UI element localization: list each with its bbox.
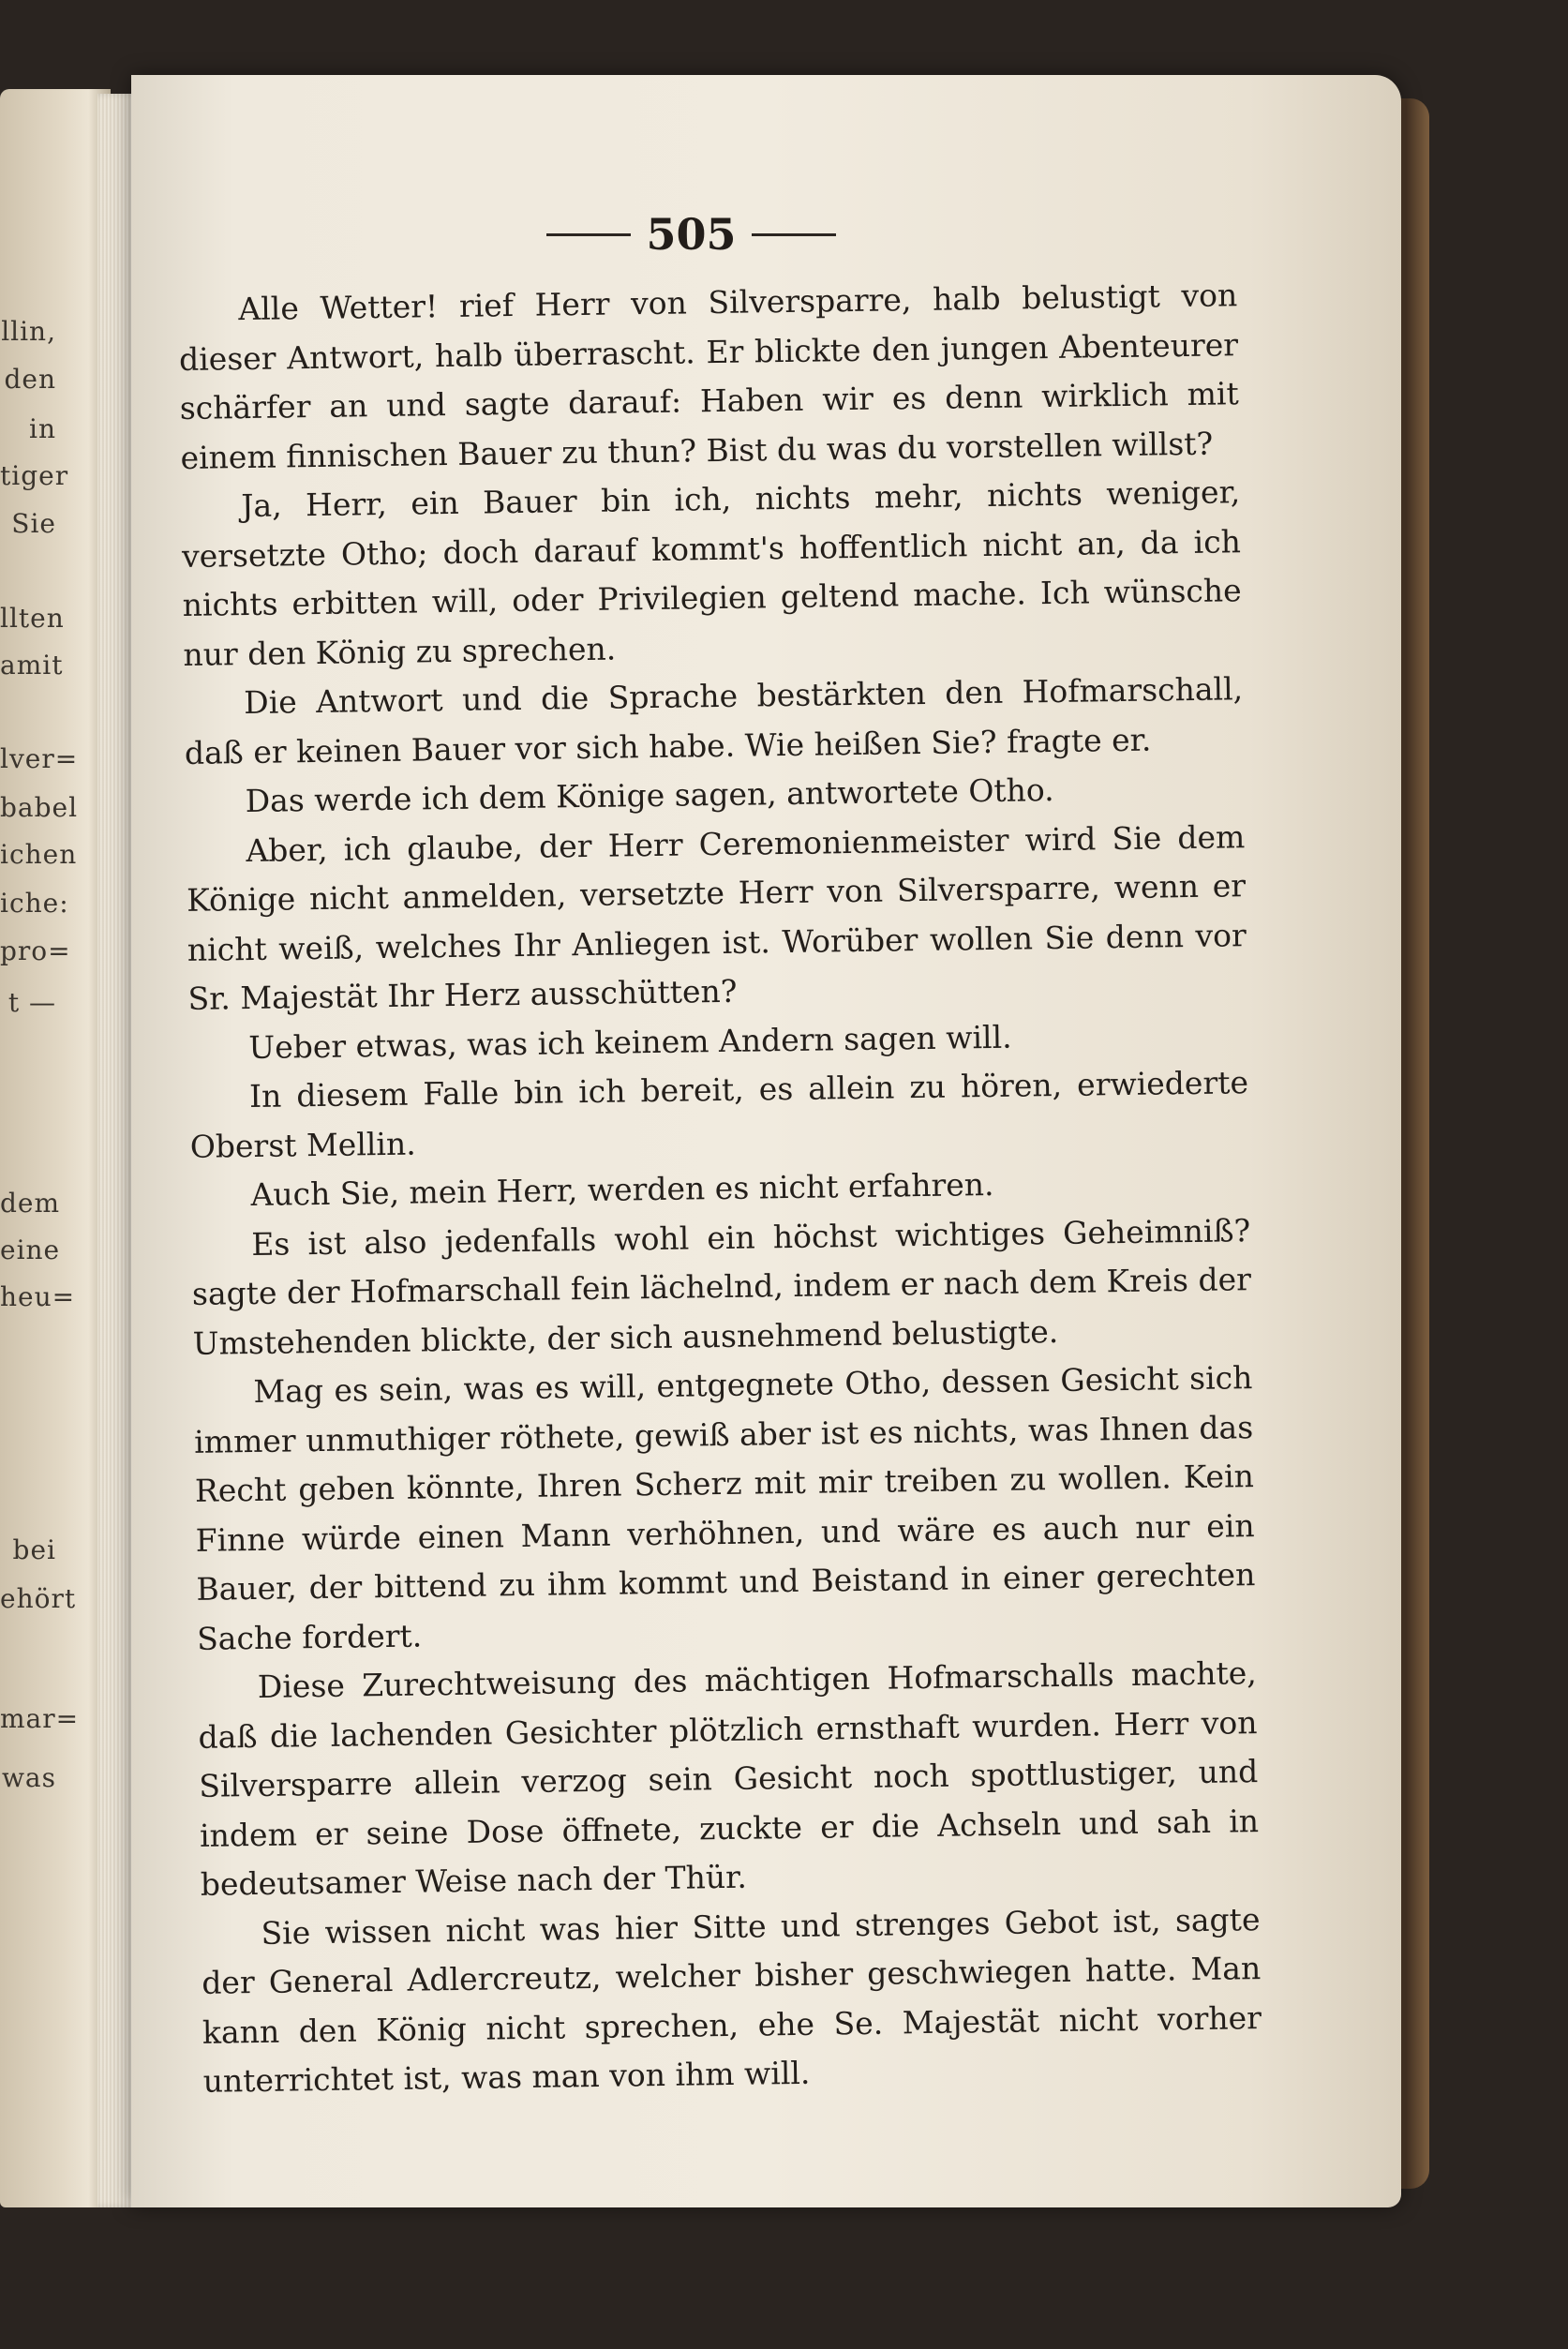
paragraph: Aber, ich glaube, der Herr Ceremonienmeister wird Sie dem Könige nicht anmelden, versetzte Herr von Silversparre, wenn er nicht weiß, welches Ihr Anliegen ist. Worüber wollen Sie denn vor Sr. Majestät Ihr Herz ausschütten? bbox=[186, 817, 1247, 1017]
left-page-fragment: Sie bbox=[11, 508, 56, 539]
left-page-fragment: lver= bbox=[0, 743, 79, 774]
page-number bbox=[544, 202, 839, 267]
page-number-value: 505 bbox=[646, 209, 737, 260]
left-page-fragment: ehört bbox=[0, 1583, 77, 1614]
page-number-rule-right bbox=[752, 233, 836, 236]
paragraph: Die Antwort und die Sprache bestärkten den Hofmarschall, daß er keinen Bauer vor sich habe. Wie heißen Sie? fragte er. bbox=[184, 670, 1244, 771]
left-page-fragment: eine bbox=[0, 1234, 61, 1265]
left-page-fragment: tiger bbox=[0, 460, 69, 491]
paragraph: In diesem Falle bin ich bereit, es allein zu hören, erwiederte Oberst Mellin. bbox=[189, 1064, 1249, 1165]
paragraph: Diese Zurechtweisung des mächtigen Hofmarschalls machte, daß die lachenden Gesichter plötzlich ernsthaft wurden. Herr von Silversparre allein verzog sein Gesicht noch spottlustiger, und indem er seine Dose öffnete, zuckte er die Achseln und sah in bedeutsamer Weise nach der Thür. bbox=[198, 1654, 1260, 1903]
paragraph: Mag es sein, was es will, entgegnete Otho, dessen Gesicht sich immer unmuthiger röthete, gewiß aber ist es nichts, was Ihnen das Recht geben könnte, Ihren Scherz mit mir treiben zu wollen. Kein Finne würde einen Mann verhöhnen, und wäre es auch nur ein Bauer, der bittend zu ihm kommt und Beistand in einer gerechten Sache fordert. bbox=[193, 1359, 1256, 1657]
page-number-rule-left bbox=[546, 233, 631, 236]
left-page-fragment: den bbox=[4, 364, 56, 395]
paragraph: Alle Wetter! rief Herr von Silversparre, halb belustigt von dieser Antwort, halb überrascht. Er blickte den jungen Abenteurer schärfer an und sagte darauf: Haben wir es denn wirklich mit einem finnischen Bauer zu thun? Bist du was du vorstellen willst? bbox=[178, 277, 1239, 476]
left-page-fragment: bei bbox=[12, 1534, 56, 1565]
left-page-fragment: babel bbox=[0, 792, 79, 823]
paragraph: Ja, Herr, ein Bauer bin ich, nichts mehr, nichts weniger, versetzte Otho; doch darauf kommt's hoffentlich nicht an, da ich nichts erbitten will, oder Privilegien geltend mache. Ich wünsche nur den König zu sprechen. bbox=[181, 473, 1242, 673]
left-page-fragment: iche: bbox=[0, 888, 69, 919]
left-page-fragment: ichen bbox=[0, 839, 78, 870]
left-page-fragment: llin, bbox=[1, 316, 56, 347]
left-page-fragment: mar= bbox=[0, 1703, 80, 1734]
left-page-fragment: dem bbox=[0, 1188, 61, 1219]
left-page-fragment: amit bbox=[0, 650, 64, 681]
body-text bbox=[178, 271, 1262, 2106]
left-page-fragment: heu= bbox=[0, 1281, 76, 1312]
paragraph: Das werde ich dem Könige sagen, antwortete Otho. bbox=[245, 771, 1054, 820]
left-page-fragment: llten bbox=[0, 603, 65, 634]
left-page-edge bbox=[0, 89, 111, 2207]
paragraph: Sie wissen nicht was hier Sitte und strenges Gebot ist, sagte der General Adlercreutz, welcher bisher geschwiegen hatte. Man kann den König nicht sprechen, ehe Se. Majestät nicht vorher unterrichtet ist, was man von ihm will. bbox=[202, 1900, 1262, 2100]
left-page-fragment: pro= bbox=[0, 935, 71, 966]
left-page-fragment: t — bbox=[7, 987, 56, 1018]
left-page-fragment: was bbox=[1, 1762, 56, 1793]
paragraph: Auch Sie, mein Herr, werden es nicht erfahren. bbox=[250, 1165, 994, 1214]
left-page-fragment: in bbox=[29, 413, 56, 444]
paragraph: Ueber etwas, was ich keinem Andern sagen will. bbox=[248, 1018, 1012, 1066]
paragraph: Es ist also jedenfalls wohl ein höchst wichtiges Geheimniß? sagte der Hofmarschall fein lächelnd, indem er nach dem Kreis der Umstehenden blickte, der sich ausnehmend belustigte. bbox=[191, 1211, 1252, 1362]
